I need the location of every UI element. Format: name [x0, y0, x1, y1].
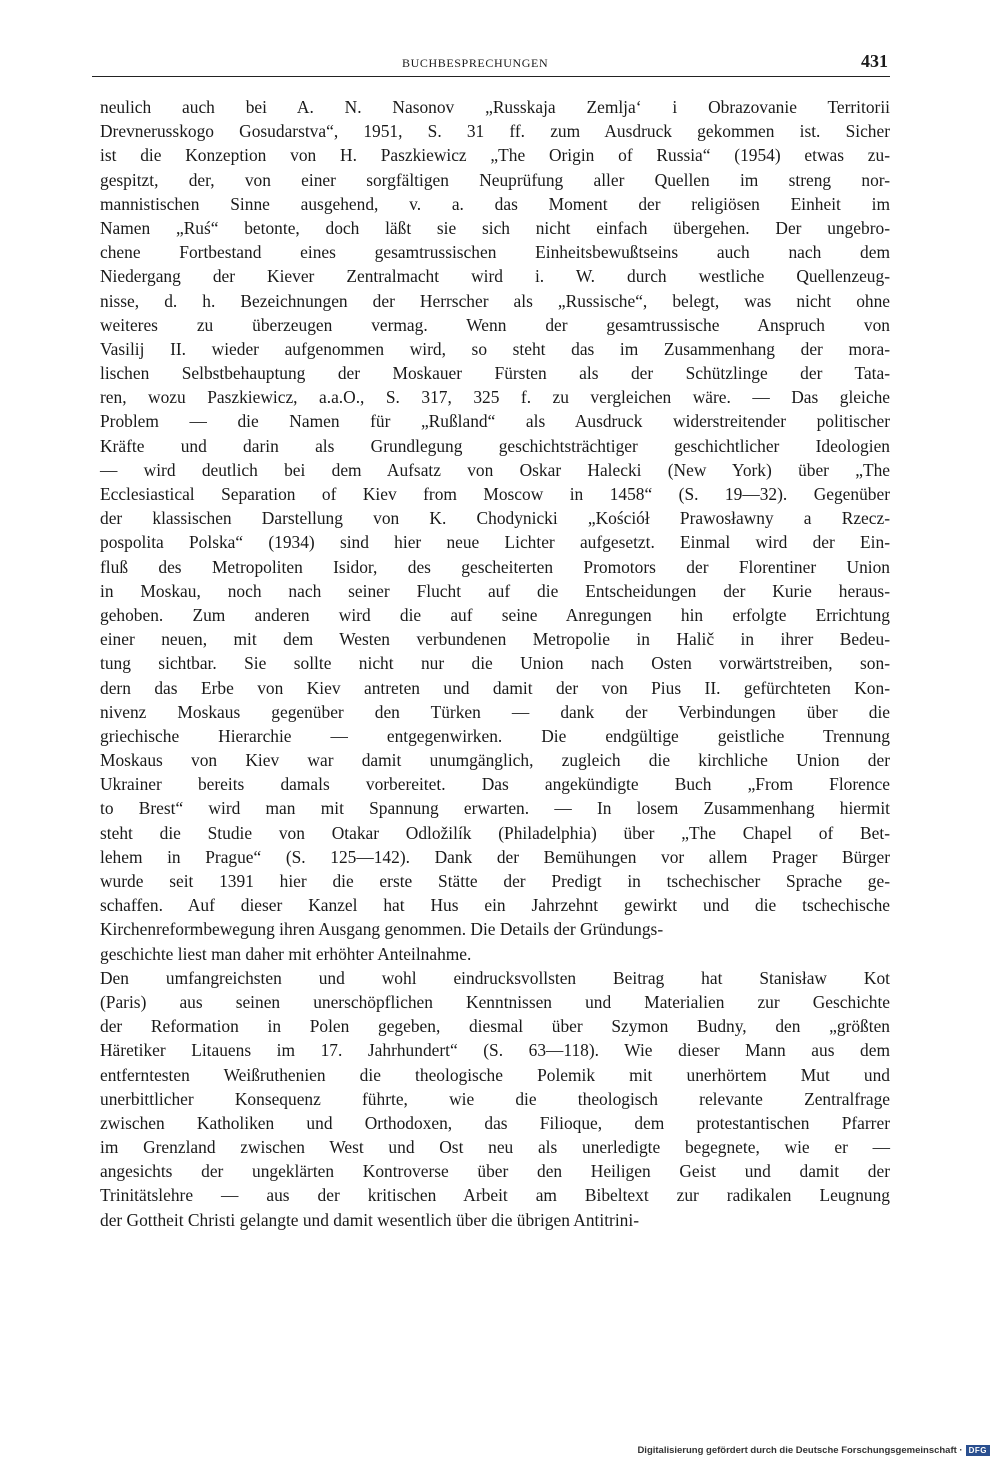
text-line: zwischen Katholiken und Orthodoxen, das Filioque, dem protestantischen Pfarrer — [100, 1112, 890, 1133]
text-line: Kirchenreformbewegung ihren Ausgang genommen. Die Details der Gründungs- — [100, 919, 664, 940]
text-line: dern das Erbe von Kiev antreten und damit der von Pius II. gefürchteten Kon- — [100, 677, 890, 698]
text-line: (Paris) aus seinen unerschöpflichen Kenntnissen und Materialien zur Geschichte — [100, 991, 890, 1012]
running-header — [92, 50, 890, 77]
text-line: in Moskau, noch nach seiner Flucht auf die Entscheidungen der Kurie heraus- — [100, 580, 890, 601]
text-line: nisse, d. h. Bezeichnungen der Herrscher als „Russische“, belegt, was nicht ohne — [100, 290, 890, 311]
page-number: 431 — [861, 51, 888, 71]
footer-credit — [637, 1445, 990, 1456]
text-line: Niedergang der Kiever Zentralmacht wird i. W. durch westliche Quellenzeug- — [100, 266, 890, 287]
text-line: Problem — die Namen für „Rußland“ als Ausdruck widerstreitender politischer — [100, 411, 890, 432]
running-title: BUCHBESPRECHUNGEN — [402, 56, 549, 70]
text-line: Ecclesiastical Separation of Kiev from Moscow in 1458“ (S. 19—32). Gegenüber — [100, 484, 890, 504]
text-line: chene Fortbestand eines gesamtrussischen Einheitsbewußtseins auch nach dem — [100, 242, 890, 263]
text-line: pospolita Polska“ (1934) sind hier neue Lichter aufgesetzt. Einmal wird der Ein- — [100, 532, 890, 553]
text-line: lehem in Prague“ (S. 125—142). Dank der Bemühungen vor allem Prager Bürger — [100, 846, 890, 867]
text-line: gespitzt, der, von einer sorgfältigen Neuprüfung aller Quellen im streng nor- — [100, 169, 890, 190]
text-line: gehoben. Zum anderen wird die auf seine Anregungen hin erfolgte Errichtung — [100, 604, 890, 625]
text-line: Drevnerusskogo Gosudarstva“, 1951, S. 31 ff. zum Ausdruck gekommen ist. Sicher — [100, 121, 890, 142]
footer-text: Digitalisierung gefördert durch die Deutsche Forschungsgemeinschaft · — [637, 1445, 963, 1456]
text-line: lischen Selbstbehauptung der Moskauer Fürsten als der Schützlinge der Tata- — [100, 363, 890, 384]
text-line: Namen „Ruś“ betonte, doch läßt sie sich nicht einfach übergehen. Der ungebro- — [100, 217, 890, 238]
text-line: entferntesten Weißruthenien die theologische Polemik mit unerhörtem Mut und — [100, 1064, 890, 1085]
text-line: im Grenzland zwischen West und Ost neu als unerledigte begegnete, wie er — — [100, 1137, 890, 1158]
text-line: angesichts der ungeklärten Kontroverse über den Heiligen Geist und damit der — [100, 1161, 890, 1182]
text-line: Kräfte und darin als Grundlegung geschichtsträchtiger geschichtlicher Ideologien — [100, 435, 890, 456]
text-line: mannistischen Sinne ausgehend, v. a. das Moment der religiösen Einheit im — [100, 193, 890, 214]
text-line: unerbittlicher Konsequenz führte, wie die theologisch relevante Zentralfrage — [100, 1088, 890, 1109]
text-line: to Brest“ wird man mit Spannung erwarten. — In losem Zusammenhang hiermit — [100, 798, 890, 819]
text-line: der klassischen Darstellung von K. Chodynicki „Kościół Prawosławny a Rzecz- — [100, 508, 890, 529]
text-line: Moskaus von Kiev war damit unumgänglich, zugleich die kirchliche Union der — [100, 750, 890, 771]
text-line: Trinitätslehre — aus der kritischen Arbeit am Bibeltext zur radikalen Leugnung — [100, 1185, 890, 1206]
text-line: griechische Hierarchie — entgegenwirken. Die endgültige geistliche Trennung — [100, 725, 890, 746]
text-line: Häretiker Litauens im 17. Jahrhundert“ (S. 63—118). Wie dieser Mann aus dem — [100, 1040, 890, 1061]
text-line: einer neuen, mit dem Westen verbundenen Metropolie in Halič in ihrer Bedeu- — [100, 629, 890, 650]
text-line: weiteres zu überzeugen vermag. Wenn der gesamtrussische Anspruch von — [100, 314, 890, 335]
text-line: Ukrainer bereits damals vorbereitet. Das angekündigte Buch „From Florence — [100, 774, 890, 795]
text-line: steht die Studie von Otakar Odložilík (Philadelphia) über „The Chapel of Bet- — [100, 822, 890, 843]
text-line: ist die Konzeption von H. Paszkiewicz „The Origin of Russia“ (1954) etwas zu- — [100, 145, 890, 166]
text-line: der Gottheit Christi gelangte und damit wesentlich über die übrigen Antitrini- — [100, 1209, 639, 1230]
text-line: geschichte liest man daher mit erhöhter Anteilnahme. — [100, 943, 472, 964]
text-line: der Reformation in Polen gegeben, diesmal über Szymon Budny, den „größten — [100, 1016, 890, 1037]
text-line: Den umfangreichsten und wohl eindrucksvollsten Beitrag hat Stanisław Kot — [100, 967, 890, 988]
text-line: Vasilij II. wieder aufgenommen wird, so steht das im Zusammenhang der mora- — [100, 338, 890, 359]
text-line: ren, wozu Paszkiewicz, a.a.O., S. 317, 325 f. zu vergleichen wäre. — Das gleiche — [100, 387, 890, 408]
text-line: fluß des Metropoliten Isidor, des gescheiterten Promotors der Florentiner Union — [100, 556, 890, 577]
dfg-logo: DFG — [966, 1445, 990, 1456]
text-line: wurde seit 1391 hier die erste Stätte der Predigt in tschechischer Sprache ge- — [100, 871, 890, 891]
text-line: neulich auch bei A. N. Nasonov „Russkaja Zemlja‘ i Obrazovanie Territorii — [100, 97, 890, 117]
text-line: schaffen. Auf dieser Kanzel hat Hus ein Jahrzehnt gewirkt und die tschechische — [100, 895, 890, 916]
text-line: tung sichtbar. Sie sollte nicht nur die Union nach Osten vorwärtstreiben, son- — [100, 653, 890, 674]
text-line: — wird deutlich bei dem Aufsatz von Oskar Halecki (New York) über „The — [100, 459, 890, 480]
body-text — [100, 95, 890, 1232]
text-line: nivenz Moskaus gegenüber den Türken — dank der Verbindungen über die — [100, 701, 890, 722]
